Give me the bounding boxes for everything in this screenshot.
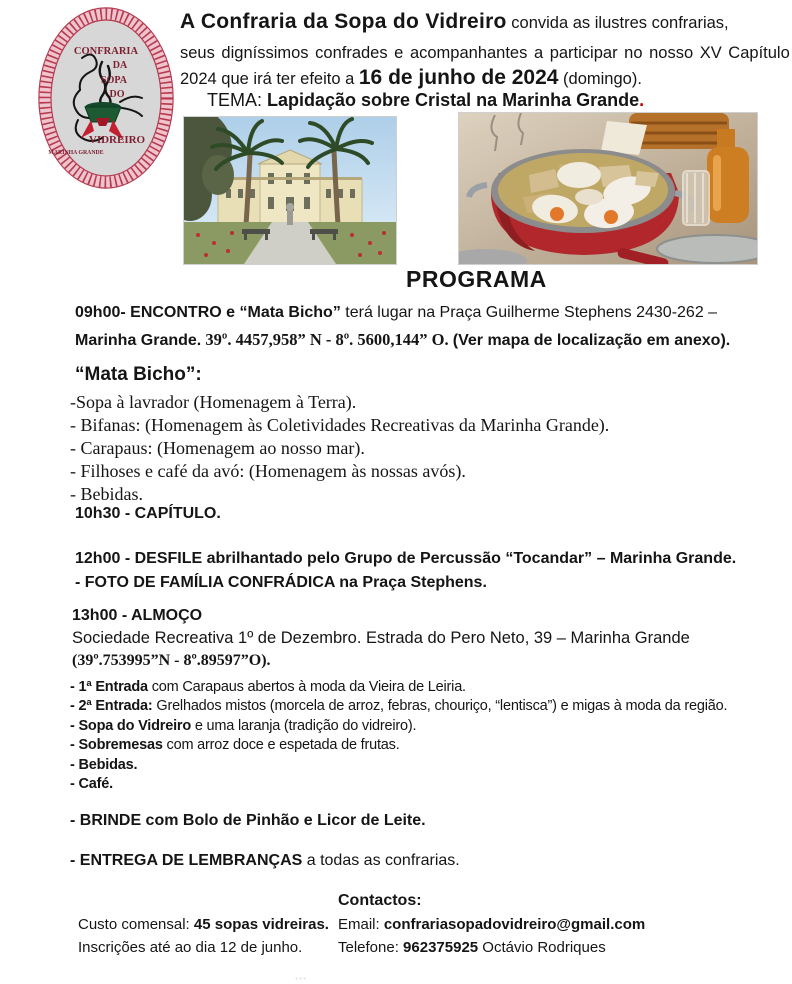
header-line-1-rest: convida as ilustres confrarias, (506, 14, 729, 32)
almoco-heading: 13h00 - ALMOÇO (72, 607, 203, 624)
page-bottom-artifact: ··· (295, 973, 307, 983)
menu-item (70, 736, 727, 755)
menu-item-bold: - 1ª Entrada (70, 679, 148, 695)
header-line-2: seus digníssimos confrades e acompanhantes a participar no nosso XV Capítulo (180, 44, 790, 62)
photo2-crystal-glass (683, 171, 709, 225)
item-09h00-bold1: 09h00- ENCONTRO e “Mata Bicho” (75, 304, 341, 321)
almoco-menu (70, 678, 727, 794)
email-line (338, 914, 645, 937)
mata-bicho-item: - Bebidas. (70, 484, 143, 504)
photo2-napkin (601, 121, 647, 155)
confraria-logo (36, 4, 176, 190)
tema-label: TEMA: (207, 90, 268, 110)
contacts-left-column (78, 914, 329, 959)
menu-item (70, 775, 727, 794)
photo-praca-stephens (183, 116, 397, 265)
mata-bicho-item: - Bifanas: (Homenagem às Coletividades Recreativas da Marinha Grande). (70, 415, 610, 435)
header-line-1 (180, 10, 729, 34)
lembrancas-rest: a todas as confrarias. (302, 852, 460, 869)
item-12h00-line2: - FOTO DE FAMÍLIA CONFRÁDICA na Praça Stephens. (75, 573, 487, 591)
org-name: A Confraria da Sopa do Vidreiro (180, 10, 507, 33)
menu-item (70, 717, 727, 736)
program-item-12h00 (75, 547, 736, 594)
menu-item-rest: com arroz doce e espetada de frutas. (162, 737, 400, 754)
email-label: Email: (338, 916, 384, 933)
telefone-value: 962375925 (403, 938, 479, 956)
contacts-heading: Contactos: (338, 892, 422, 909)
item-09h00-bold3: (Ver mapa de localização em anexo). (452, 332, 731, 349)
program-item-brinde: - BRINDE com Bolo de Pinhão e Licor de Leite. (70, 812, 426, 829)
logo-text-sopa: SOPA (101, 75, 127, 86)
logo-text-da: DA (112, 60, 128, 71)
program-title: PROGRAMA (406, 266, 547, 292)
header-line-3-post: (domingo). (558, 70, 642, 88)
mata-bicho-heading: “Mata Bicho”: (75, 364, 202, 385)
item-12h00-line1: 12h00 - DESFILE abrilhantado pelo Grupo de Percussão “Tocandar” – Marinha Grande. (75, 550, 737, 567)
photo1-statue (286, 203, 294, 225)
logo-text-marinha-grande: MARINHA GRANDE (48, 150, 104, 156)
tema-text: Lapidação sobre Cristal na Marinha Grande (267, 90, 640, 110)
photo-sopa-vidreiro (458, 112, 758, 265)
mata-bicho-item: -Sopa à lavrador (Homenagem à Terra). (70, 392, 357, 412)
header-line-3 (180, 66, 642, 90)
header-line-3-pre: 2024 que irá ter efeito a (180, 70, 359, 88)
inscricoes-line: Inscrições até ao dia 12 de junho. (78, 938, 303, 956)
event-date: 16 de junho de 2024 (358, 66, 559, 89)
custo-label: Custo comensal: (78, 916, 194, 933)
mata-bicho-item: - Filhoses e café da avó: (Homenagem às nossas avós). (70, 461, 466, 481)
photo2-tray (657, 235, 758, 263)
email-value: confrariasopadovidreiro@gmail.com (383, 916, 646, 933)
item-09h00-line1 (75, 299, 730, 326)
menu-item-bold: - Café. (70, 776, 113, 793)
menu-item-rest: com Carapaus abertos à moda da Vieira de Leiria. (147, 679, 466, 695)
program-item-10h30: 10h30 - CAPÍTULO. (75, 505, 221, 522)
telefone-line (338, 937, 645, 960)
telefone-contact-name: Octávio Rodriques (478, 938, 606, 956)
menu-item (70, 697, 727, 716)
mata-bicho-list (70, 391, 609, 506)
tema-period: . (639, 90, 645, 110)
custo-line (78, 914, 329, 937)
logo-text-vidreiro: VIDREIRO (88, 134, 146, 146)
almoco-venue: Sociedade Recreativa 1º de Dezembro. Estrada do Pero Neto, 39 – Marinha Grande (72, 629, 690, 647)
telefone-label: Telefone: (338, 938, 404, 956)
program-item-lembrancas (70, 852, 460, 870)
item-09h00-rest1: terá lugar na Praça Guilherme Stephens 2430-262 – (340, 304, 718, 321)
menu-item-bold: - Sobremesas (70, 737, 163, 754)
menu-item (70, 678, 727, 697)
almoco-coordinates: (39º.753995”N - 8º.89597”O). (72, 652, 271, 669)
logo-text-confraria: CONFRARIA (73, 46, 139, 57)
item-09h00-bold2: Marinha Grande. (75, 332, 202, 349)
custo-value: 45 sopas vidreiras. (193, 916, 329, 933)
tema-line (207, 90, 644, 111)
contacts-right-column (338, 914, 645, 959)
lembrancas-bold: - ENTREGA DE LEMBRANÇAS (70, 852, 303, 869)
menu-item-rest: Grelhados mistos (morcela de arroz, febras, chouriço, “lentisca”) e migas à moda da região. (152, 698, 728, 715)
mata-bicho-item: - Carapaus: (Homenagem ao nosso mar). (70, 438, 365, 458)
encontro-coordinates: 39º. 4457,958” N - 8º. 5600,144” O. (201, 330, 453, 349)
menu-item-bold: - 2ª Entrada: (70, 698, 153, 715)
menu-item-bold: - Sopa do Vidreiro (70, 717, 192, 734)
menu-item (70, 756, 727, 775)
logo-text-do: DO (109, 89, 125, 100)
program-item-09h00 (75, 299, 730, 354)
menu-item-rest: e uma laranja (tradição do vidreiro). (191, 717, 417, 734)
item-09h00-line2 (75, 326, 730, 354)
menu-item-bold: - Bebidas. (70, 756, 138, 773)
